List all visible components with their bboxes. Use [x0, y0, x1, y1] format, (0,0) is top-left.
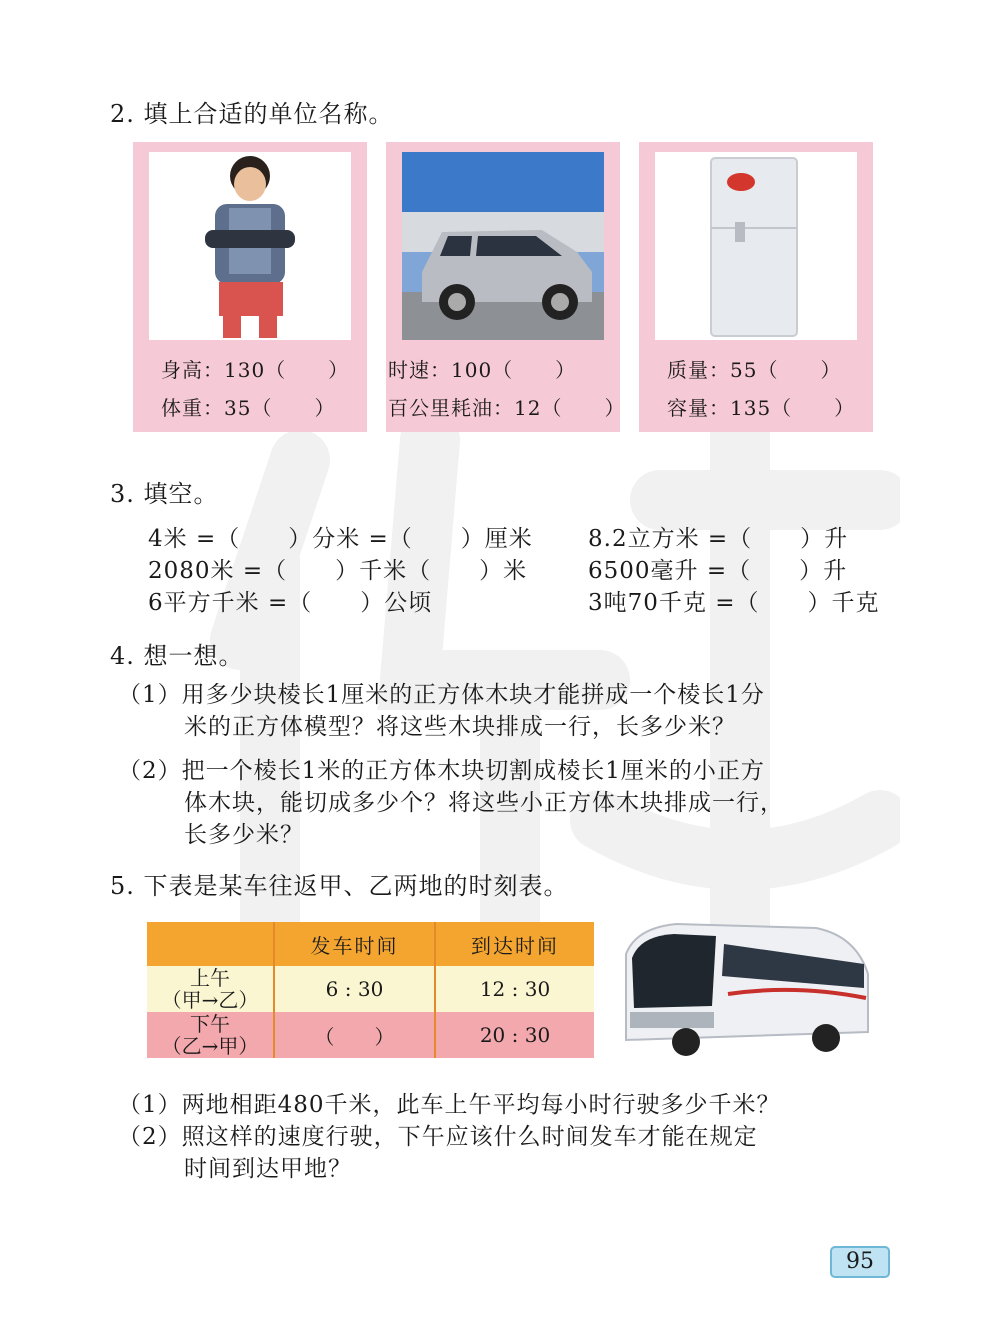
row-pm-arrive: 20 : 30	[479, 1023, 551, 1047]
row-pm-depart: （ ）	[314, 1024, 395, 1049]
row-am-arrive: 12 : 30	[479, 977, 551, 1001]
capacity-label: 容量：135（ ）	[667, 396, 856, 420]
question-4-1-line-2: 米的正方体模型？将这些木块排成一行，长多少米？	[184, 714, 736, 740]
fill-blank-right-3: 3吨70千克 =（ ）千克	[588, 590, 880, 616]
fridge-photo	[655, 152, 857, 340]
row-pm-label	[147, 1012, 273, 1058]
question-5-1: （1）两地相距480千米，此车上午平均每小时行驶多少千米？	[118, 1092, 781, 1118]
question-4-title: 4. 想一想。	[110, 642, 244, 670]
card-fridge	[639, 142, 873, 432]
header-arrive: 到达时间	[471, 933, 559, 958]
question-4-2-line-2: 体木块，能切成多少个？将这些小正方体木块排成一行，	[184, 790, 784, 816]
fuel-label: 百公里耗油：12（ ）	[388, 396, 626, 420]
height-label: 身高：130（ ）	[161, 358, 350, 382]
fill-blank-left-1: 4米 =（ ）分米 =（ ）厘米	[148, 526, 533, 552]
page-number: 95	[830, 1246, 890, 1278]
speed-label: 时速：100（ ）	[388, 358, 577, 382]
question-2-title: 2. 填上合适的单位名称。	[110, 100, 394, 128]
header-depart: 发车时间	[310, 933, 399, 958]
fill-blank-right-2: 6500毫升 =（ ）升	[588, 558, 848, 584]
question-5-2-line-1: （2）照这样的速度行驶，下午应该什么时间发车才能在规定	[118, 1124, 758, 1150]
mass-label: 质量：55（ ）	[667, 358, 842, 382]
fill-blank-left-2: 2080米 =（ ）千米（ ）米	[148, 558, 528, 584]
timetable	[147, 922, 594, 1058]
row-am-depart: 6 : 30	[325, 977, 384, 1001]
question-5-2-line-2: 时间到达甲地？	[184, 1156, 352, 1182]
row-am-label-1: 上午	[190, 966, 230, 990]
question-4-2-line-3: 长多少米？	[184, 822, 304, 848]
boy-photo	[149, 152, 351, 340]
question-4-1-line-1: （1）用多少块棱长1厘米的正方体木块才能拼成一个棱长1分	[118, 682, 765, 708]
fill-blank-right-1: 8.2立方米 =（ ）升	[588, 526, 849, 552]
question-5-title: 5. 下表是某车往返甲、乙两地的时刻表。	[110, 872, 569, 900]
weight-label: 体重：35（ ）	[161, 396, 336, 420]
question-3-title: 3. 填空。	[110, 480, 219, 508]
question-4-2-line-1: （2）把一个棱长1米的正方体木块切割成棱长1厘米的小正方	[118, 758, 765, 784]
card-height-weight	[133, 142, 367, 432]
card-car-speed	[386, 142, 626, 432]
fill-blank-left-3: 6平方千米 =（ ）公顷	[148, 590, 433, 616]
row-am-label	[147, 966, 273, 1012]
car-photo	[402, 152, 604, 340]
row-pm-label-2: （乙→甲）	[161, 1034, 259, 1058]
bus-photo	[616, 914, 872, 1060]
row-pm-label-1: 下午	[190, 1012, 230, 1036]
row-am-label-2: （甲→乙）	[161, 988, 259, 1012]
